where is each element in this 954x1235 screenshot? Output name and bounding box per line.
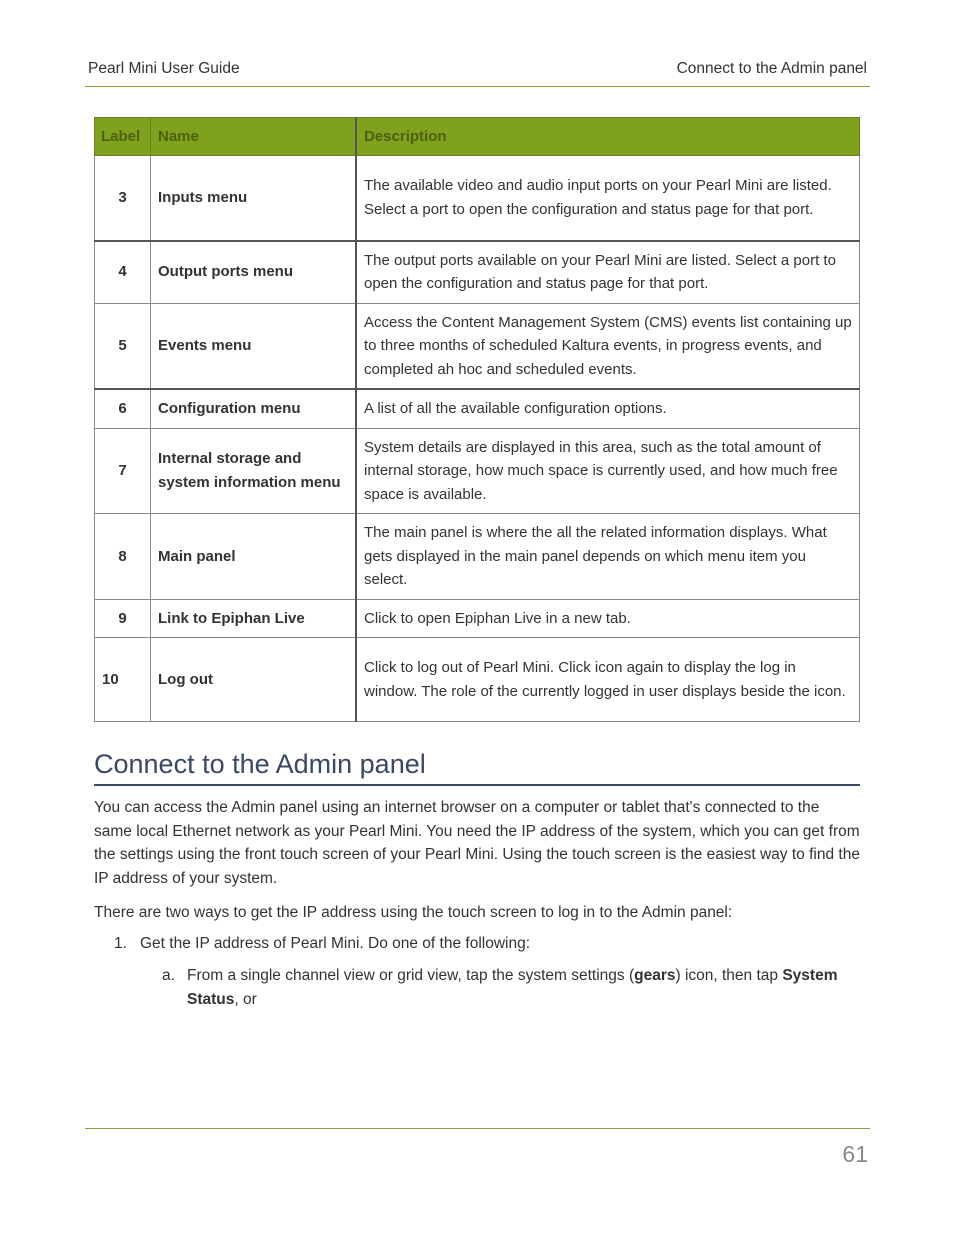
row-label: 4 xyxy=(95,241,151,304)
table-row xyxy=(95,599,860,638)
table-header-row xyxy=(95,118,860,156)
section-heading: Connect to the Admin panel xyxy=(94,749,426,779)
substep-text-part: From a single channel view or grid view, tap the system settings ( xyxy=(187,967,635,984)
row-name: Configuration menu xyxy=(151,389,357,428)
row-description: Click to log out of Pearl Mini. Click icon again to display the log in window. The role of the currently logged in user displays beside the icon. xyxy=(356,638,860,722)
row-label: 6 xyxy=(95,389,151,428)
row-label: 7 xyxy=(95,428,151,514)
row-name: Output ports menu xyxy=(151,241,357,304)
row-name: Link to Epiphan Live xyxy=(151,599,357,638)
row-description: A list of all the available configuration options. xyxy=(356,389,860,428)
substep-text-part: , or xyxy=(234,990,257,1008)
row-name: Main panel xyxy=(151,514,357,600)
row-description: The main panel is where the all the related information displays. What gets displayed in the main panel depends on which menu item you select. xyxy=(356,514,860,600)
table-row xyxy=(95,156,860,241)
row-description: The output ports available on your Pearl Mini are listed. Select a port to open the configuration and status page for that port. xyxy=(356,241,860,304)
row-name: Log out xyxy=(151,638,357,722)
row-description: Click to open Epiphan Live in a new tab. xyxy=(356,599,860,638)
row-name: Inputs menu xyxy=(151,156,357,241)
row-label: 9 xyxy=(95,599,151,638)
row-label: 8 xyxy=(95,514,151,600)
row-name: Events menu xyxy=(151,303,357,389)
system-status-term: System Status xyxy=(187,967,838,1008)
row-description: The available video and audio input ports on your Pearl Mini are listed. Select a port to open the configuration and status page for that port. xyxy=(356,156,860,241)
page-number: 61 xyxy=(842,1141,868,1167)
row-label: 3 xyxy=(95,156,151,241)
header-divider xyxy=(85,86,870,87)
step-number: 1. xyxy=(114,935,127,952)
section-divider xyxy=(94,784,860,786)
substep-text xyxy=(187,964,855,1011)
table-row xyxy=(95,303,860,389)
row-description: System details are displayed in this area, such as the total amount of internal storage, how much space is currently used, and how much free space is available. xyxy=(356,428,860,514)
gears-term: gears xyxy=(634,967,676,984)
header-guide-title: Pearl Mini User Guide xyxy=(88,60,240,77)
substep-text-part: ) icon, then tap xyxy=(675,967,783,984)
page-header xyxy=(88,60,867,82)
table-row xyxy=(95,638,860,722)
table-row xyxy=(95,241,860,304)
substep-letter: a. xyxy=(162,967,175,984)
table-row xyxy=(95,428,860,514)
column-header-description: Description xyxy=(356,118,860,156)
row-name: Internal storage and system information menu xyxy=(151,428,357,514)
footer-divider xyxy=(85,1128,870,1129)
table-row xyxy=(95,389,860,428)
ways-paragraph: There are two ways to get the IP address using the touch screen to log in to the Admin panel: xyxy=(94,904,733,921)
step-text: Get the IP address of Pearl Mini. Do one of the following: xyxy=(140,935,531,952)
row-label: 10 xyxy=(95,638,151,722)
header-section-title: Connect to the Admin panel xyxy=(676,60,867,77)
column-header-name: Name xyxy=(151,118,357,156)
row-description: Access the Content Management System (CMS) events list containing up to three months of scheduled Kaltura events, in progress events, and completed ah hoc and scheduled events. xyxy=(356,303,860,389)
column-header-label: Label xyxy=(95,118,151,156)
menu-label-table xyxy=(94,117,860,722)
intro-paragraph: You can access the Admin panel using an internet browser on a computer or tablet that's connected to the same local Ethernet network as your Pearl Mini. You need the IP address of the system, which you can get from the settings using the front touch screen of your Pearl Mini. Using the touch screen is the easiest way to find the IP address of your system. xyxy=(94,799,860,887)
table-row xyxy=(95,514,860,600)
row-label: 5 xyxy=(95,303,151,389)
